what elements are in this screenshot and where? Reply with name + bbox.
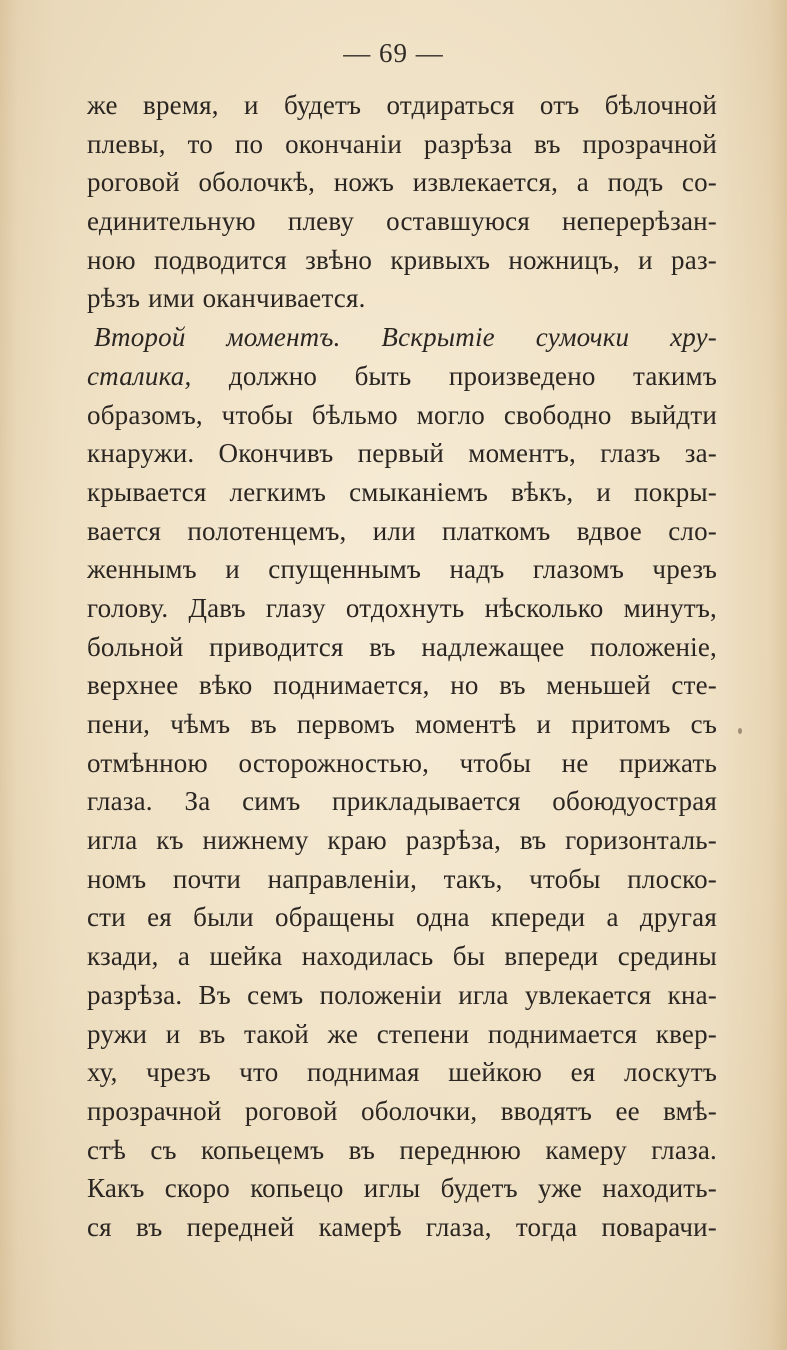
text-line: плевы, то по окончанiи разрѣза въ прозрачной xyxy=(87,128,717,159)
text-line: вается полотенцемъ, или платкомъ вдвое сло- xyxy=(87,515,717,546)
text-line: кнаружи. Окончивъ первый моментъ, глазъ за- xyxy=(87,438,717,469)
text-line: стѣ съ копьецемъ въ переднюю камеру глаза. xyxy=(87,1134,717,1165)
text-line: кзади, а шейка находилась бы впереди средины xyxy=(87,941,717,972)
text-line: прозрачной роговой оболочки, вводятъ ее вмѣ- xyxy=(87,1095,717,1126)
text-line: роговой оболочкѣ, ножъ извлекается, а подъ со- xyxy=(87,167,717,198)
text-line: сти ея были обращены одна кпереди а другая xyxy=(87,902,717,933)
text-line: ною подводится звѣно кривыхъ ножницъ, и раз- xyxy=(87,244,717,275)
paper-speck xyxy=(738,728,742,734)
text-line: же время, и будетъ отдираться отъ бѣлочной xyxy=(87,90,717,120)
text-line: глаза. За симъ прикладывается обоюдуострая xyxy=(87,786,717,817)
text-line: отмѣнною осторожностью, чтобы не прижать xyxy=(87,747,717,778)
section-heading-line: Второй моментъ. Вскрытiе сумочки хру- xyxy=(94,322,717,353)
page-number: — 69 — xyxy=(343,38,444,68)
text-line: игла къ нижнему краю разрѣза, въ горизонталь- xyxy=(87,825,717,856)
body-text xyxy=(87,86,717,1247)
text-line: разрѣза. Въ семъ положенiи игла увлекается кна- xyxy=(87,979,717,1010)
text-line-rest: должно быть произведено такимъ xyxy=(228,360,717,391)
text-line: женнымъ и спущеннымъ надъ глазомъ чрезъ xyxy=(87,554,717,585)
text-line: больной приводится въ надлежащее положенiе, xyxy=(87,631,717,662)
text-line: ружи и въ такой же степени поднимается квер- xyxy=(87,1018,717,1049)
text-line: ся въ передней камерѣ глаза, тогда поварачи- xyxy=(87,1211,717,1242)
text-line: образомъ, чтобы бѣльмо могло свободно выйдти xyxy=(87,399,717,430)
text-line: рѣзъ ими оканчивается. xyxy=(87,283,366,314)
text-line: крывается легкимъ смыканiемъ вѣкъ, и покры- xyxy=(87,476,717,507)
text-line: верхнее вѣко поднимается, но въ меньшей сте- xyxy=(87,670,717,701)
text-line: единительную плеву оставшуюся неперерѣзан- xyxy=(87,206,717,237)
text-line: голову. Давъ глазу отдохнуть нѣсколько минутъ, xyxy=(87,592,717,623)
section-heading-continuation: сталика, xyxy=(87,360,192,391)
text-line: пени, чѣмъ въ первомъ моментѣ и притомъ съ xyxy=(87,709,717,739)
text-line xyxy=(87,357,717,396)
text-line: Какъ скоро копьецо иглы будетъ уже находить- xyxy=(87,1173,717,1204)
text-line: ху, чрезъ что поднимая шейкою ея лоскутъ xyxy=(87,1057,717,1088)
text-line: номъ почти направленiи, такъ, чтобы плоско- xyxy=(87,863,717,894)
